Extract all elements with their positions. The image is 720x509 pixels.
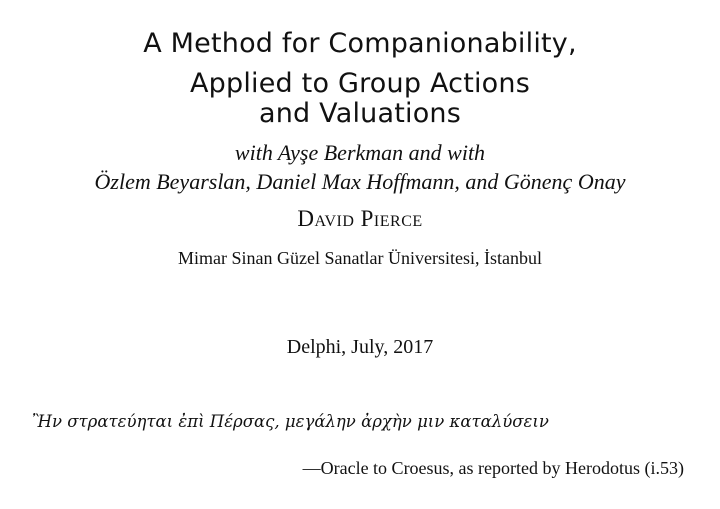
epigraph-quote: Ἢν στρατεύηται ἐπὶ Πέρσας, μεγάλην ἀρχὴν μιν καταλύσειν [32,412,549,431]
author-name: David Pierce [297,206,423,231]
author-affiliation: Mimar Sinan Güzel Sanatlar Üniversitesi, İstanbul [178,248,542,268]
event-place-date: Delphi, July, 2017 [286,336,434,358]
epigraph-attribution: —Oracle to Croesus, as reported by Herodotus (i.53) [302,458,684,478]
coauthors-line-1: with Ayşe Berkman and with [234,140,486,165]
paper-title-line-2: Applied to Group Actions [190,68,530,99]
paper-title-line-3: and Valuations [258,98,462,129]
paper-title-line-1: A Method for Companionability, [143,28,577,59]
coauthors-line-2: Özlem Beyarslan, Daniel Max Hoffmann, and Gönenç Onay [94,169,626,194]
